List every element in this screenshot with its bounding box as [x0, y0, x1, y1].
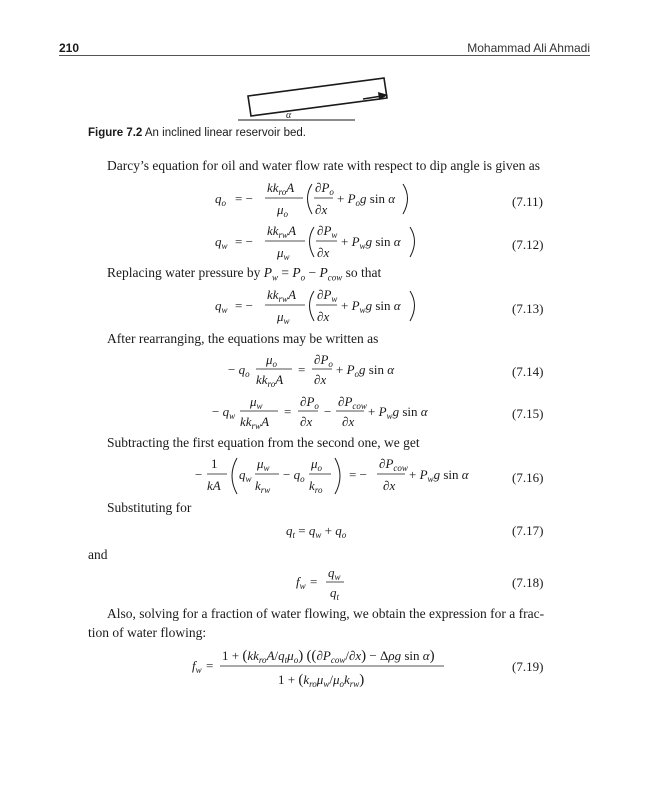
svg-text:μw: $\mu_w$ — [250, 394, 263, 411]
svg-text:kkroA: $kk_{ro}A$ — [267, 180, 295, 197]
svg-text:− qo: − $q_o$ — [283, 467, 305, 484]
svg-text:−: − — [324, 404, 332, 419]
svg-text:μw: $\mu_w$ — [277, 309, 290, 326]
paragraph-replacing-suffix: so that — [345, 265, 382, 280]
svg-text:=: = — [310, 574, 318, 589]
angle-label: α — [286, 110, 292, 121]
svg-text:+ Pog sin α: + $P_og$ sin α — [337, 191, 396, 208]
svg-text:μo: $\mu_o$ — [311, 456, 323, 473]
paragraph-darcy: Darcy’s equation for oil and water flow rate with respect to dip angle is given as — [107, 158, 540, 173]
svg-text:∂x: ∂x — [315, 202, 328, 217]
svg-text:=: = — [298, 362, 306, 377]
svg-text:∂x: ∂x — [300, 414, 313, 429]
svg-text:μw: $\mu_w$ — [277, 245, 290, 262]
paragraph-replacing-prefix: Replacing water pressure by — [107, 265, 261, 280]
svg-text:kA: kA — [207, 478, 221, 493]
equation-7-14 — [228, 352, 418, 392]
equation-number: (7.16) — [512, 470, 544, 485]
svg-text:∂x: ∂x — [342, 414, 355, 429]
svg-text:∂Pcow: $\partial P_{cow}$ — [338, 394, 367, 411]
svg-text:qw: $q_w$ — [215, 298, 228, 315]
reservoir-bed — [248, 78, 387, 116]
svg-text:qw: $q_w$ — [215, 234, 228, 251]
svg-text:= −: = − — [235, 298, 253, 313]
figure-caption-text: An inclined linear reservoir bed. — [144, 127, 306, 139]
equation-number: (7.14) — [512, 364, 544, 379]
equation-number: (7.12) — [512, 237, 544, 252]
svg-text:kkrwA: $kk_{rw}A$ — [267, 223, 297, 240]
paragraph-subtracting: Subtracting the first equation from the second one, we get — [107, 435, 420, 450]
svg-text:∂x: ∂x — [317, 309, 330, 324]
figure-caption-label: Figure 7.2 — [88, 127, 143, 139]
equation-number: (7.15) — [512, 406, 544, 421]
svg-text:∂Pw: $\partial P_w$ — [317, 223, 338, 240]
svg-text:+ Pwg sin α: + $P_wg$ sin α — [368, 404, 428, 421]
equation-7-17 — [286, 520, 386, 542]
svg-text:∂x: ∂x — [383, 478, 396, 493]
svg-text:qt: $q_t$ — [330, 585, 340, 602]
svg-text:+ Pwg sin α: + $P_wg$ sin α — [341, 234, 401, 251]
svg-text:∂x: ∂x — [314, 372, 327, 387]
inclined-reservoir-figure — [230, 72, 400, 124]
paragraph-also-line1: Also, solving for a fraction of water flowing, we obtain the expression for a frac- — [107, 606, 545, 621]
page-number: 210 — [59, 41, 80, 55]
equation-7-16 — [195, 454, 469, 500]
figure-caption — [88, 127, 306, 139]
paragraph-substituting: Substituting for — [107, 500, 192, 515]
svg-text:kkrwA: $kk_{rw}A$ — [267, 287, 297, 304]
svg-text:+ Pwg sin α: + $P_wg$ sin α — [341, 298, 401, 315]
paragraph-and: and — [88, 547, 108, 562]
equation-7-15 — [212, 394, 427, 434]
svg-text:qo: $q_o$ — [215, 191, 226, 208]
svg-text:∂Po: $\partial P_o$ — [314, 352, 333, 369]
paragraph-replacing: Replacing water pressure by $P_w = P_o - P_{cow}$ so that — [107, 265, 382, 283]
svg-text:1 + (kkroA/qtμo) ((∂Pcow/∂x) −: $1 + (kk_{ro}A/q_t\mu_o) ((\partial P_{cow}/\partial x) - \Delta\rho g$ sin α) — [222, 648, 435, 665]
svg-text:fw: $f_w$ — [296, 574, 306, 591]
svg-text:μo: $\mu_o$ — [266, 352, 278, 369]
svg-text:− qo: − $q_o$ — [228, 362, 250, 379]
svg-text:− qw: − $q_w$ — [212, 404, 236, 421]
svg-text:=: = — [206, 658, 214, 673]
svg-text:∂Po: $\partial P_o$ — [315, 180, 334, 197]
svg-text:kro: $k_{ro}$ — [309, 478, 323, 495]
svg-text:qt = qw + qo: $q_t = q_w + q_o$ — [286, 523, 347, 540]
equation-7-11 — [215, 178, 415, 222]
svg-text:fw: $f_w$ — [192, 658, 202, 675]
paragraph-also-line2: tion of water flowing: — [88, 625, 207, 640]
svg-text:qw: $q_w$ — [239, 467, 252, 484]
svg-text:∂Po: $\partial P_o$ — [300, 394, 319, 411]
paragraph-rearranging: After rearranging, the equations may be written as — [107, 331, 379, 346]
equation-number: (7.13) — [512, 301, 544, 316]
equation-number: (7.19) — [512, 659, 544, 674]
svg-text:+ Pwg sin α: + $P_wg$ sin α — [409, 467, 469, 484]
svg-text:kkrwA: $kk_{rw}A$ — [240, 414, 270, 431]
svg-text:1 + (kroμw/μokrw): $1 + (k_{ro}\mu_w/\mu_ok_{rw})$ — [278, 672, 365, 689]
svg-text:=: = — [284, 404, 292, 419]
svg-text:= −: = − — [349, 467, 367, 482]
svg-text:∂x: ∂x — [317, 245, 330, 260]
svg-text:μw: $\mu_w$ — [257, 456, 270, 473]
svg-text:μo: $\mu_o$ — [277, 202, 289, 219]
equation-7-13 — [215, 285, 420, 329]
equation-7-12 — [215, 221, 420, 265]
header-rule — [59, 55, 590, 56]
svg-text:krw: $k_{rw}$ — [255, 478, 271, 495]
equation-7-19 — [192, 644, 457, 692]
equation-number: (7.11) — [512, 194, 543, 209]
equation-number: (7.17) — [512, 523, 544, 538]
svg-text:kkroA: $kk_{ro}A$ — [256, 372, 284, 389]
svg-text:∂Pcow: $\partial P_{cow}$ — [379, 456, 408, 473]
running-header-author: Mohammad Ali Ahmadi — [467, 41, 590, 55]
svg-text:= −: = − — [235, 191, 253, 206]
equation-number: (7.18) — [512, 575, 544, 590]
svg-text:−: − — [195, 467, 203, 482]
svg-text:∂Pw: $\partial P_w$ — [317, 287, 338, 304]
svg-text:= −: = − — [235, 234, 253, 249]
equation-7-18 — [296, 566, 376, 606]
svg-text:qw: $q_w$ — [328, 565, 341, 582]
svg-text:+ Pog sin α: + $P_og$ sin α — [336, 362, 395, 379]
svg-text:1: 1 — [211, 456, 218, 471]
